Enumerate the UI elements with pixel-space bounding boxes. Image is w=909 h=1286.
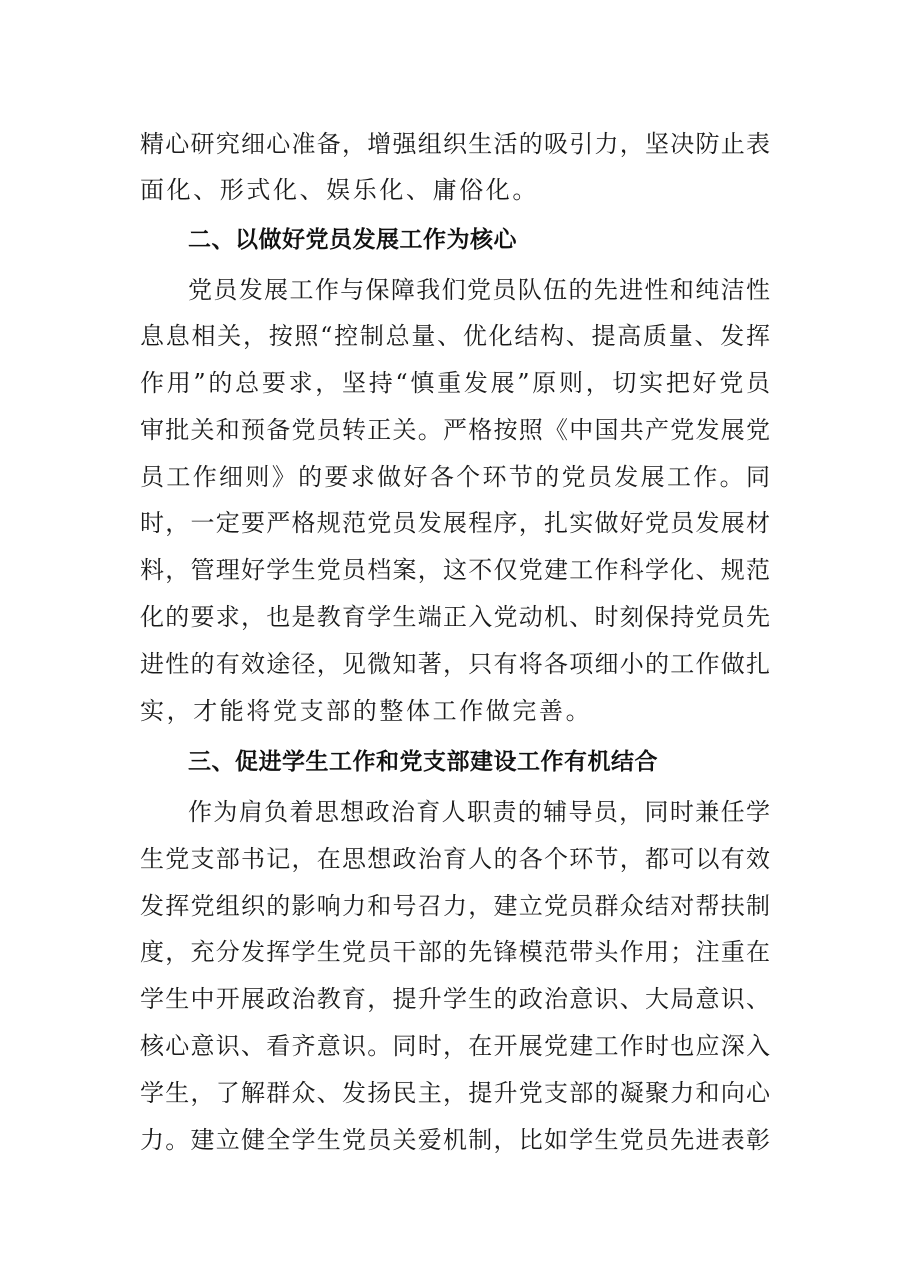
paragraph-line: 力。建立健全学生党员关爱机制，比如学生党员先进表彰 — [140, 1126, 770, 1154]
paragraph-line: 精心研究细心准备，增强组织生活的吸引力，坚决防止表 — [140, 130, 770, 158]
paragraph-line: 学生，了解群众、发扬民主，提升党支部的凝聚力和向心 — [140, 1079, 770, 1107]
paragraph-line: 核心意识、看齐意识。同时，在开展党建工作时也应深入 — [140, 1032, 770, 1060]
paragraph-line: 学生中开展政治教育，提升学生的政治意识、大局意识、 — [140, 985, 770, 1013]
paragraph-line: 息息相关，按照“控制总量、优化结构、提高质量、发挥 — [140, 322, 770, 350]
paragraph-line: 作为肩负着思想政治育人职责的辅导员，同时兼任学 — [188, 798, 770, 826]
paragraph-line: 审批关和预备党员转正关。严格按照《中国共产党发展党 — [140, 416, 770, 444]
paragraph-line: 时，一定要严格规范党员发展程序，扎实做好党员发展材 — [140, 509, 770, 537]
paragraph-line: 料，管理好学生党员档案，这不仅党建工作科学化、规范 — [140, 556, 770, 584]
paragraph-line: 发挥党组织的影响力和号召力，建立党员群众结对帮扶制 — [140, 892, 770, 920]
paragraph-line: 实，才能将党支部的整体工作做完善。 — [140, 697, 593, 725]
paragraph-line: 化的要求，也是教育学生端正入党动机、时刻保持党员先 — [140, 603, 770, 631]
paragraph-line: 面化、形式化、娱乐化、庸俗化。 — [140, 176, 539, 204]
section-heading-3: 三、促进学生工作和党支部建设工作有机结合 — [188, 749, 658, 775]
paragraph-line: 生党支部书记，在思想政治育人的各个环节，都可以有效 — [140, 845, 770, 873]
paragraph-line: 度，充分发挥学生党员干部的先锋模范带头作用；注重在 — [140, 938, 770, 966]
paragraph-line: 作用”的总要求，坚持“慎重发展”原则，切实把好党员 — [140, 369, 770, 397]
paragraph-line: 党员发展工作与保障我们党员队伍的先进性和纯洁性 — [188, 276, 770, 304]
paragraph-line: 员工作细则》的要求做好各个环节的党员发展工作。同 — [140, 463, 770, 491]
section-heading-2: 二、以做好党员发展工作为核心 — [188, 227, 517, 253]
paragraph-line: 进性的有效途径，见微知著，只有将各项细小的工作做扎 — [140, 650, 770, 678]
